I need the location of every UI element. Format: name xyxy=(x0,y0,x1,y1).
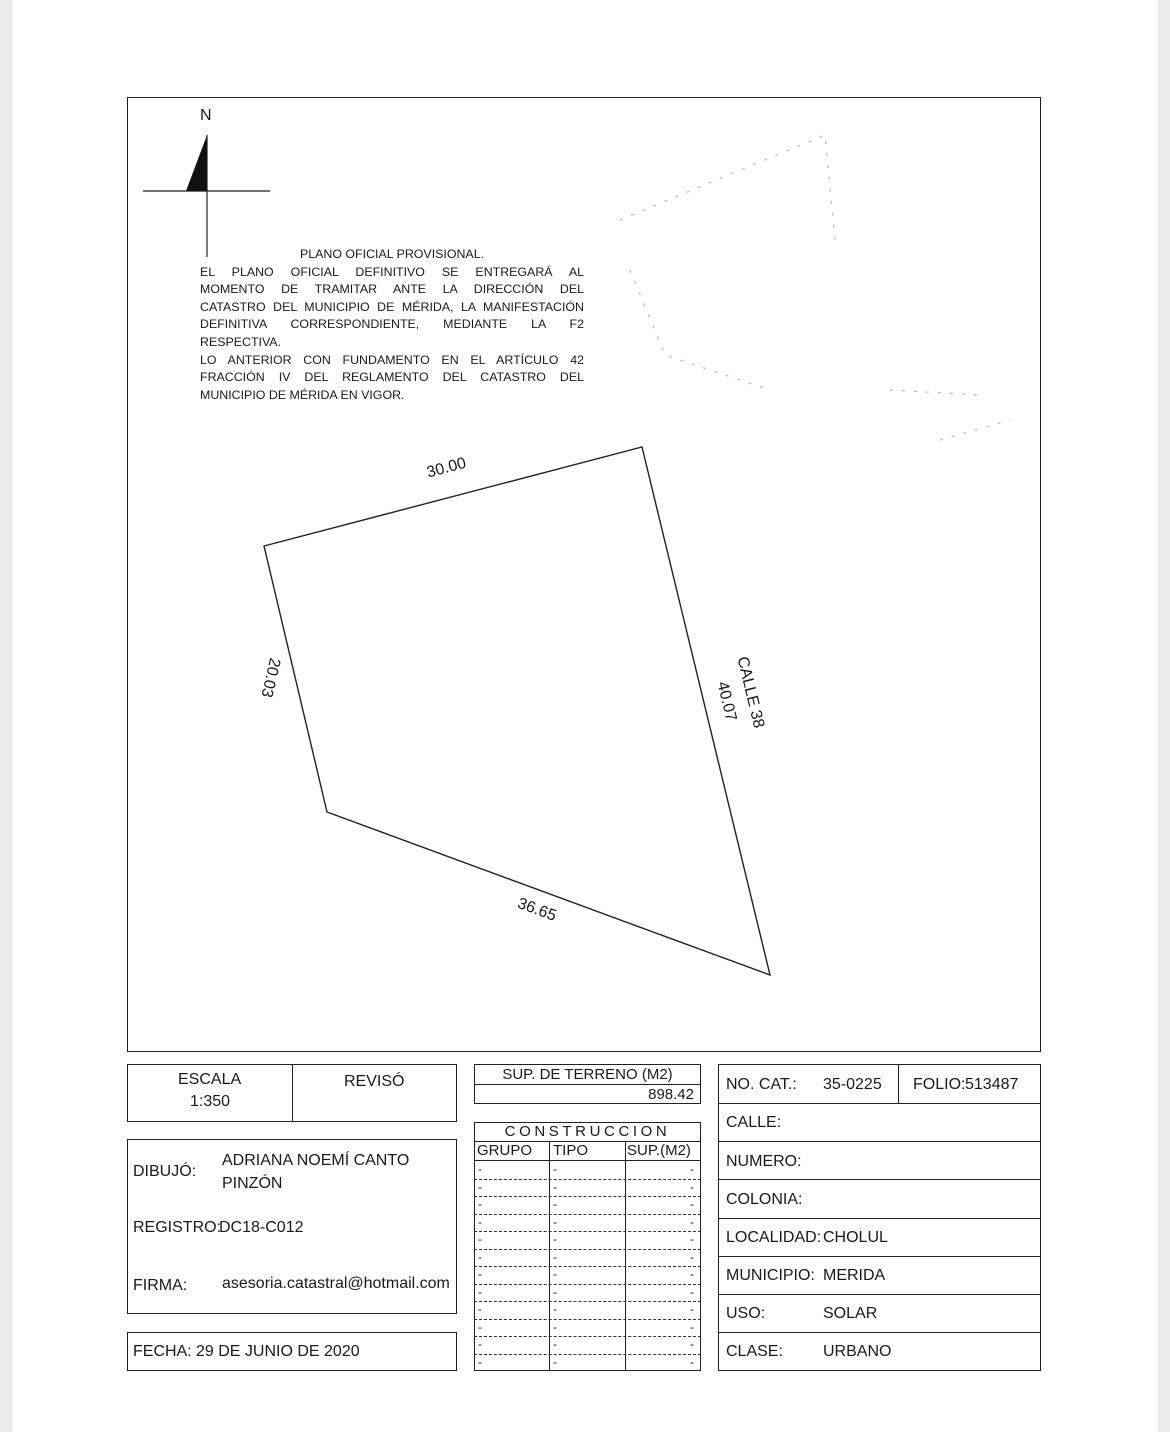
municipio-label: MUNICIPIO: xyxy=(726,1267,815,1284)
construction-cell: - xyxy=(478,1162,482,1176)
construction-row-divider xyxy=(474,1196,701,1197)
construction-header-surface: SUP.(M2) xyxy=(627,1142,691,1159)
construction-cell: - xyxy=(553,1267,557,1281)
date-value: 29 DE JUNIO DE 2020 xyxy=(196,1343,360,1360)
signature-label: FIRMA: xyxy=(133,1277,188,1294)
construction-row-divider xyxy=(474,1179,701,1180)
construction-cell: - xyxy=(690,1214,694,1229)
notice-title: PLANO OFICIAL PROVISIONAL. xyxy=(299,247,485,261)
construction-cell: - xyxy=(553,1302,557,1316)
scale-value: 1:350 xyxy=(190,1093,231,1110)
construction-cell: - xyxy=(690,1267,694,1281)
construction-row-divider xyxy=(474,1354,701,1355)
registry-label: REGISTRO: xyxy=(133,1219,222,1236)
notice-line: MOMENTO DE TRAMITAR ANTE LA DIRECCIÓN DEL xyxy=(200,282,584,297)
construction-cell: - xyxy=(478,1337,482,1351)
no-cat-label: NO. CAT.: xyxy=(726,1076,797,1093)
construction-cell: - xyxy=(478,1319,482,1334)
construction-cell: - xyxy=(553,1284,557,1299)
construction-header-type: TIPO xyxy=(553,1142,589,1159)
folio-value: 513487 xyxy=(965,1076,1019,1093)
calle-label: CALLE: xyxy=(726,1114,782,1131)
construction-row-divider xyxy=(474,1301,701,1302)
construction-cell: - xyxy=(478,1197,482,1211)
surface-label: SUP. DE TERRENO (M2) xyxy=(502,1066,673,1083)
construction-cell: - xyxy=(478,1354,482,1369)
construction-cell: - xyxy=(478,1284,482,1299)
uso-label: USO: xyxy=(726,1305,766,1322)
notice-line: RESPECTIVA. xyxy=(200,334,282,349)
localidad-label: LOCALIDAD: xyxy=(726,1229,822,1246)
notice-line: EL PLANO OFICIAL DEFINITIVO SE ENTREGARÁ AL xyxy=(200,264,584,279)
clase-label: CLASE: xyxy=(726,1343,783,1360)
construction-cell: - xyxy=(478,1214,482,1229)
construction-cell: - xyxy=(553,1179,557,1194)
construction-row-divider xyxy=(474,1214,701,1215)
construction-cell: - xyxy=(690,1302,694,1316)
numero-label: NUMERO: xyxy=(726,1153,802,1170)
registry-value: DC18-C012 xyxy=(219,1219,304,1236)
side-west-length: 20.03 xyxy=(257,656,283,700)
drawer-label: DIBUJÓ: xyxy=(133,1163,197,1180)
construction-cell: - xyxy=(690,1284,694,1299)
notice-line: MUNICIPIO DE MÉRIDA EN VIGOR. xyxy=(200,387,405,402)
construction-cell: - xyxy=(690,1337,694,1351)
reviewed-label: REVISÓ xyxy=(344,1073,405,1090)
construction-title: CONSTRUCCION xyxy=(504,1123,671,1140)
construction-cell: - xyxy=(553,1162,557,1176)
notice-line: DEFINITIVA CORRESPONDIENTE, MEDIANTE LA F2 xyxy=(200,317,584,332)
lot-polygon xyxy=(264,447,770,975)
side-east-length: 40.07 xyxy=(713,680,740,723)
construction-header-group: GRUPO xyxy=(477,1142,533,1159)
construction-cell: - xyxy=(690,1249,694,1264)
no-cat-value: 35-0225 xyxy=(823,1076,882,1093)
side-north-length: 30.00 xyxy=(425,454,469,482)
construction-cell: - xyxy=(478,1302,482,1316)
date-label: FECHA: xyxy=(133,1343,192,1360)
construction-row-divider xyxy=(474,1284,701,1285)
construction-cell: - xyxy=(553,1337,557,1351)
drawer-name-line1: ADRIANA NOEMÍ CANTO xyxy=(222,1152,410,1169)
construction-cell: - xyxy=(478,1232,482,1246)
localidad-value: CHOLUL xyxy=(823,1229,888,1246)
construction-cell: - xyxy=(690,1354,694,1369)
construction-cell: - xyxy=(690,1319,694,1334)
notice-line: CATASTRO DEL MUNICIPIO DE MÉRIDA, LA MANIFESTACIÓN xyxy=(200,299,584,314)
notice-line: FRACCIÓN IV DEL REGLAMENTO DEL CATASTRO DEL xyxy=(200,370,584,385)
construction-cell: - xyxy=(478,1267,482,1281)
construction-row-divider xyxy=(474,1336,701,1337)
folio-label: FOLIO: xyxy=(913,1076,966,1093)
surface-value: 898.42 xyxy=(648,1086,694,1103)
side-south-length: 36.65 xyxy=(515,895,559,925)
construction-row-divider xyxy=(474,1319,701,1320)
construction-cell: - xyxy=(553,1319,557,1334)
street-label: CALLE 38 xyxy=(733,655,768,730)
construction-cell: - xyxy=(553,1249,557,1264)
drawer-name-line2: PINZÓN xyxy=(222,1175,283,1192)
signature-value: asesoria.catastral@hotmail.com xyxy=(222,1275,450,1292)
colonia-label: COLONIA: xyxy=(726,1191,803,1208)
construction-cell: - xyxy=(478,1249,482,1264)
construction-row-divider xyxy=(474,1266,701,1267)
construction-cell: - xyxy=(690,1162,694,1176)
construction-row-divider xyxy=(474,1249,701,1250)
notice-line: LO ANTERIOR CON FUNDAMENTO EN EL ARTÍCULO 42 xyxy=(200,352,584,367)
uso-value: SOLAR xyxy=(823,1305,878,1322)
clase-value: URBANO xyxy=(823,1343,892,1360)
construction-cell: - xyxy=(478,1179,482,1194)
construction-cell: - xyxy=(553,1214,557,1229)
municipio-value: MERIDA xyxy=(823,1267,886,1284)
construction-cell: - xyxy=(553,1354,557,1369)
north-label: N xyxy=(200,107,212,124)
construction-cell: - xyxy=(690,1232,694,1246)
construction-cell: - xyxy=(690,1197,694,1211)
construction-cell: - xyxy=(553,1232,557,1246)
construction-cell: - xyxy=(690,1179,694,1194)
construction-row-divider xyxy=(474,1231,701,1232)
construction-cell: - xyxy=(553,1197,557,1211)
scale-label: ESCALA xyxy=(178,1071,242,1088)
